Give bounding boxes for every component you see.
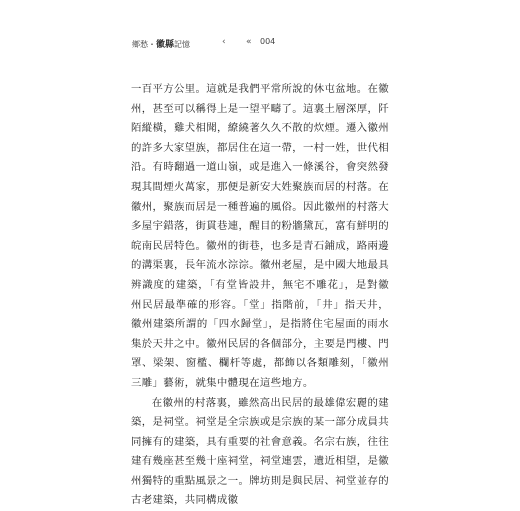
breadcrumb-separator: ・ (148, 40, 156, 49)
paragraph: 一百平方公里。這就是我們平常所說的休屯盆地。在徽州，甚至可以稱得上是一望平疇了。這裏土層深厚，阡陌縱橫，雞犬相聞，繚繞著久久不散的炊煙。遷入徽州的許多大家望族，都居住在這一帶，一村一姓，世代相沿。有時翻過一道山嶺，或是進入一條溪谷，會突然發現其間煙火萬家，那便是新安大姓聚族而居的村落。在徽州，聚族而居是一種普遍的風俗。因此徽州的村落大多屋宇錯落，街貫巷連，醒目的粉牆黛瓦，富有鮮明的皖南民居特色。徽州的街巷，也多是青石鋪成，路兩邊的溝渠裏，長年流水淙淙。徽州老屋，是中國大地最具辨識度的建築，「有堂皆設井，無宅不雕花」，是對徽州民居最準確的形容。「堂」指階前，「井」指天井，徽州建築所謂的「四水歸堂」，是指將住宅屋面的雨水集於天井之中。徽州民居的各個部分，主要是門樓、門罩、梁架、窗檻、欄杆等處，都飾以各類雕刻，「徽州三雕」藝術，就集中體現在這些地方。 (131, 80, 389, 394)
book-title-bold: 徽縣 (156, 40, 174, 50)
book-title-rest: 記憶 (174, 40, 190, 49)
previous-page-icon[interactable]: ‹ (222, 37, 226, 47)
page-number: 004 (260, 37, 275, 46)
breadcrumb (132, 37, 190, 50)
first-page-icon[interactable]: « (246, 37, 251, 47)
series-name: 鄉愁 (132, 40, 148, 49)
paragraph: 在徽州的村落裏，雖然高出民居的最雄偉宏麗的建築，是祠堂。祠堂是全宗族或是宗族的某一部分成員共同擁有的建築，具有重要的社會意義。名宗右族，往往建有幾座甚至幾十座祠堂，祠堂連雲，遺近相望，是徽州獨特的重點風景之一。牌坊則是與民居、祠堂並存的古老建築，共同構成徽 (131, 394, 389, 511)
page-header (132, 37, 432, 51)
body-text (131, 80, 389, 511)
